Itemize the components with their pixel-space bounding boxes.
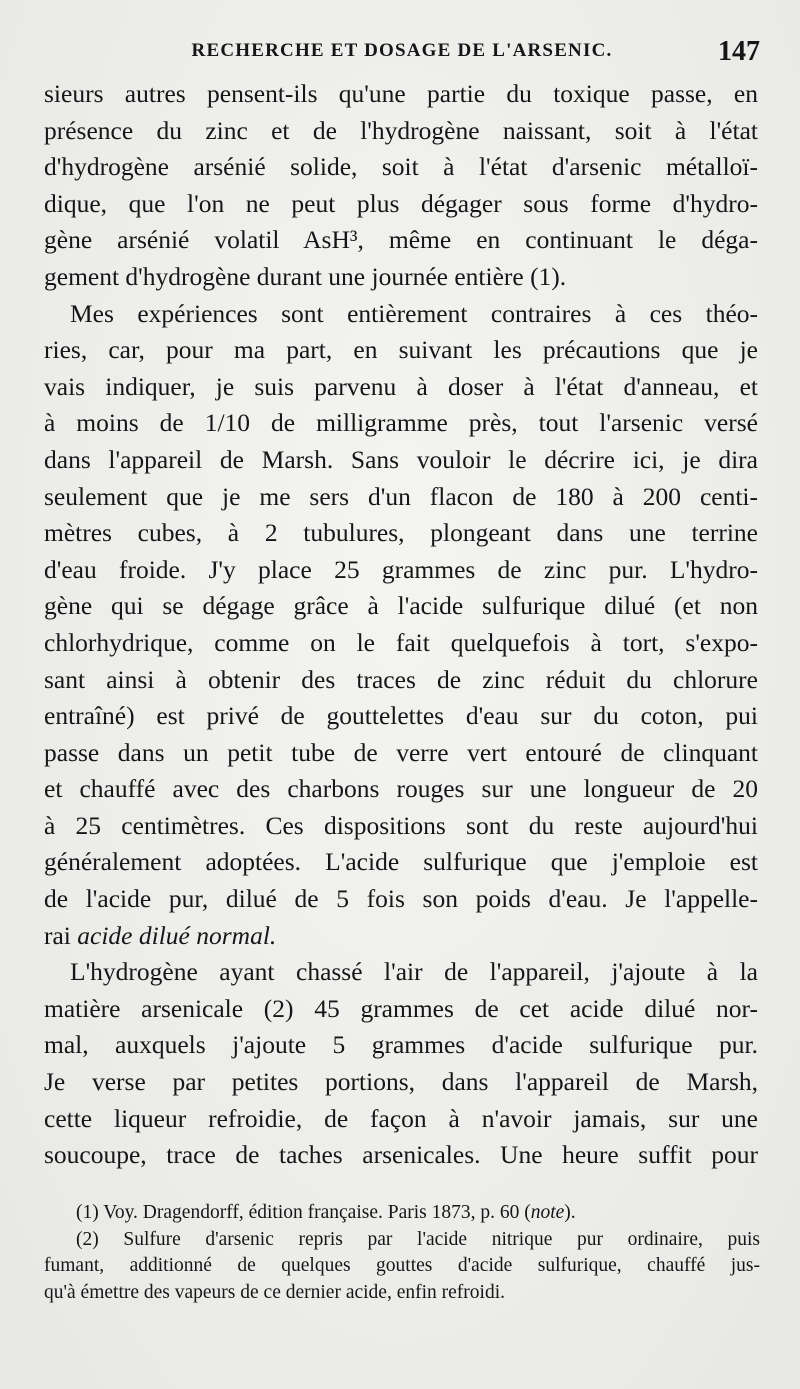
text-line: sieurs autres pensent-ils qu'une partie du toxique passe, en (44, 79, 758, 108)
text-line: L'hydrogène ayant chassé l'air de l'appareil, j'ajoute à la (70, 957, 758, 987)
page-number: 147 (718, 36, 760, 67)
text-line: sant ainsi à obtenir des traces de zinc réduit du chlorure (44, 664, 758, 694)
text-line (44, 918, 758, 955)
footnotes (44, 1200, 760, 1306)
text-line: dique, que l'on ne peut plus dégager sous forme d'hydro- (44, 188, 758, 218)
text-line: soucoupe, trace de taches arsenicales. Une heure suffit pour (44, 1140, 758, 1170)
text-line: ries, car, pour ma part, en suivant les précautions que je (44, 335, 758, 365)
body-text (44, 76, 758, 1174)
text-line: entraîné) est privé de gouttelettes d'eau sur du coton, pui (44, 701, 758, 731)
running-head-title: RECHERCHE ET DOSAGE DE L'ARSENIC. (191, 40, 613, 61)
text-line: d'hydrogène arsénié solide, soit à l'état d'arsenic métalloï- (44, 152, 758, 182)
text-line: de l'acide pur, dilué de 5 fois son poids d'eau. Je l'appelle- (44, 884, 758, 914)
footnote-2-line: qu'à émettre des vapeurs de ce dernier acide, enfin refroidi. (44, 1281, 505, 1303)
text-line: chlorhydrique, comme on le fait quelquefois à tort, s'expo- (44, 627, 758, 657)
footnote-1 (44, 1200, 760, 1227)
text-line: à moins de 1/10 de milligramme près, tout l'arsenic versé (44, 408, 758, 438)
text-line: d'eau froide. J'y place 25 grammes de zinc pur. L'hydro- (44, 554, 758, 584)
text-line: Mes expériences sont entièrement contraires à ces théo- (70, 298, 758, 328)
text-line: et chauffé avec des charbons rouges sur une longueur de 20 (44, 774, 758, 804)
footnote-2-line: (2) Sulfure d'arsenic repris par l'acide nitrique pur ordinaire, puis (76, 1228, 760, 1250)
text-line: à 25 centimètres. Ces dispositions sont du reste aujourd'hui (44, 810, 758, 840)
text-line: matière arsenicale (2) 45 grammes de cet acide dilué nor- (44, 993, 758, 1023)
text-line: Je verse par petites portions, dans l'appareil de Marsh, (44, 1067, 758, 1097)
text-line: présence du zinc et de l'hydrogène naissant, soit à l'état (44, 115, 758, 145)
text-line: seulement que je me sers d'un flacon de 180 à 200 centi- (44, 481, 758, 511)
text-line: dans l'appareil de Marsh. Sans vouloir le décrire ici, je dira (44, 444, 758, 474)
running-head (44, 36, 760, 70)
footnote-2-line: fumant, additionné de quelques gouttes d'acide sulfurique, chauffé jus- (44, 1255, 760, 1276)
footnote-text: (1) Voy. Dragendorff, édition française. Paris 1873, p. 60 ( (76, 1202, 531, 1223)
italic-term: acide dilué normal. (77, 920, 277, 950)
text-line: mal, auxquels j'ajoute 5 grammes d'acide sulfurique pur. (44, 1030, 758, 1060)
text-line: généralement adoptées. L'acide sulfurique que j'emploie est (44, 847, 758, 877)
text-line: gène arsénié volatil AsH³, même en continuant le déga- (44, 225, 758, 255)
text-line: vais indiquer, je suis parvenu à doser à l'état d'anneau, et (44, 371, 758, 401)
text-line: passe dans un petit tube de verre vert entouré de clinquant (44, 737, 758, 767)
text-line: mètres cubes, à 2 tubulures, plongeant dans une terrine (44, 518, 758, 548)
footnote-italic: note (530, 1202, 565, 1223)
text-line: cette liqueur refroidie, de façon à n'avoir jamais, sur une (44, 1103, 758, 1133)
footnote-text: ). (564, 1202, 576, 1223)
text-line: gène qui se dégage grâce à l'acide sulfurique dilué (et non (44, 591, 758, 621)
text-segment: rai (44, 920, 71, 950)
text-line: gement d'hydrogène durant une journée entière (1). (44, 261, 567, 291)
